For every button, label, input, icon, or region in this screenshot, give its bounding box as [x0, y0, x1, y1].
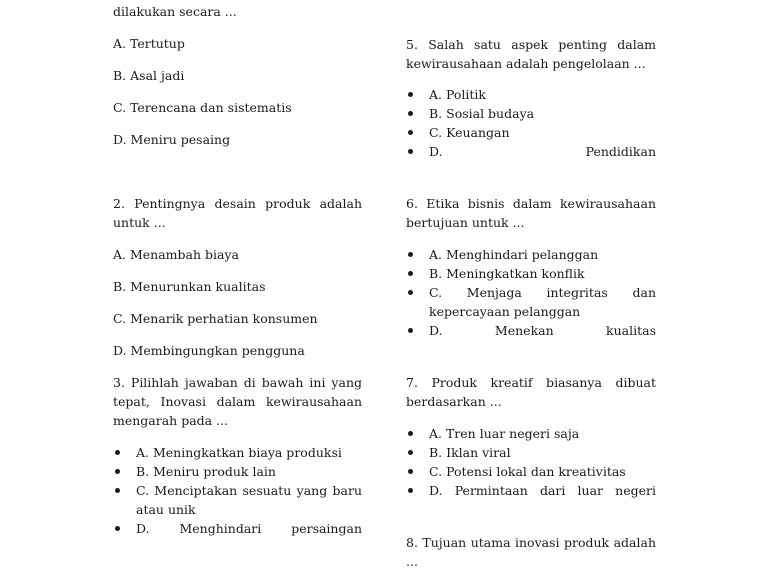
q5-option-b[interactable]: B. Sosial budaya: [406, 104, 656, 123]
q3-option-b[interactable]: B. Meniru produk lain: [113, 462, 362, 481]
q7-option-b[interactable]: B. Iklan viral: [406, 443, 656, 462]
q5-option-a[interactable]: A. Politik: [406, 85, 656, 104]
q3-option-d[interactable]: D. Menghindari persaingan: [113, 519, 362, 538]
question-8-text: 8. Tujuan utama inovasi produk adalah ...: [406, 535, 656, 569]
q2-option-d[interactable]: D. Membingungkan pengguna: [113, 343, 305, 358]
question-6-text: 6. Etika bisnis dalam kewirausahaan bertujuan untuk ...: [406, 196, 656, 230]
q3-options-list: [113, 443, 362, 538]
q5-option-c[interactable]: C. Keuangan: [406, 123, 656, 142]
q1-option-d[interactable]: D. Meniru pesaing: [113, 132, 231, 147]
q5-option-d[interactable]: D. Pendidikan: [406, 142, 656, 161]
question-5-text: 5. Salah satu aspek penting dalam kewirausahaan adalah pengelolaan ...: [406, 37, 656, 71]
q6-option-a[interactable]: A. Menghindari pelanggan: [406, 245, 656, 264]
q1-option-a[interactable]: A. Tertutup: [113, 36, 185, 51]
q1-option-c[interactable]: C. Terencana dan sistematis: [113, 100, 292, 115]
q1-option-b[interactable]: B. Asal jadi: [113, 68, 185, 83]
q5-options-list: [406, 85, 656, 161]
q2-option-b[interactable]: B. Menurunkan kualitas: [113, 279, 266, 294]
q7-option-c[interactable]: C. Potensi lokal dan kreativitas: [406, 462, 656, 481]
question-2-text: 2. Pentingnya desain produk adalah untuk ...: [113, 196, 362, 230]
q7-option-a[interactable]: A. Tren luar negeri saja: [406, 424, 656, 443]
q2-option-a[interactable]: A. Menambah biaya: [113, 247, 239, 262]
question-7-text: 7. Produk kreatif biasanya dibuat berdasarkan ...: [406, 375, 656, 409]
question-1-tail: dilakukan secara ...: [113, 4, 237, 19]
q6-options-list: [406, 245, 656, 340]
q2-option-c[interactable]: C. Menarik perhatian konsumen: [113, 311, 318, 326]
q6-option-b[interactable]: B. Meningkatkan konflik: [406, 264, 656, 283]
q3-option-a[interactable]: A. Meningkatkan biaya produksi: [113, 443, 362, 462]
q3-option-c[interactable]: C. Menciptakan sesuatu yang baru atau unik: [113, 481, 362, 519]
q6-option-c[interactable]: C. Menjaga integritas dan kepercayaan pelanggan: [406, 283, 656, 321]
q6-option-d[interactable]: D. Menekan kualitas: [406, 321, 656, 340]
q7-option-d[interactable]: D. Permintaan dari luar negeri: [406, 481, 656, 500]
q7-options-list: [406, 424, 656, 500]
question-3-text: 3. Pilihlah jawaban di bawah ini yang tepat, Inovasi dalam kewirausahaan mengarah pada ...: [113, 375, 362, 428]
